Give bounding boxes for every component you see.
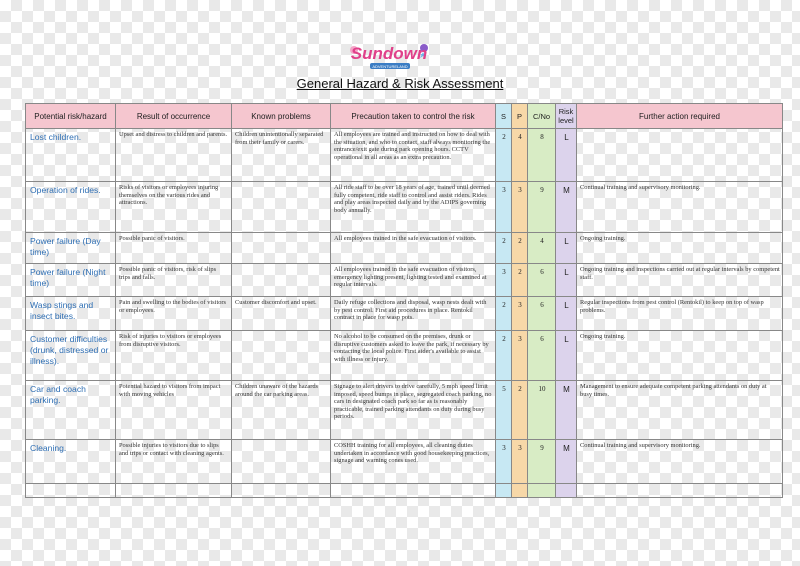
logo-subtitle: ADVENTURELAND [372, 64, 408, 69]
table-row [26, 297, 783, 331]
cell-hazard: Cleaning. [26, 440, 116, 484]
cell-empty [496, 484, 512, 498]
cell-risk: L [556, 264, 577, 297]
table-row [26, 381, 783, 440]
cell-hazard: Wasp stings and insect bites. [26, 297, 116, 331]
table-row [26, 233, 783, 264]
cell-risk: L [556, 331, 577, 381]
cell-known [232, 264, 331, 297]
header-known: Known problems [232, 104, 331, 129]
cell-known: Children unintentionally separated from their family or carers. [232, 129, 331, 182]
header-risk: Risk level [556, 104, 577, 129]
table-row [26, 331, 783, 381]
cell-result: Potential hazard to visitors from impact with moving vehicles [116, 381, 232, 440]
cell-further: Ongoing training. [577, 331, 783, 381]
header-hazard: Potential risk/hazard [26, 104, 116, 129]
risk-assessment-table [25, 103, 783, 498]
cell-further: Regular inspections from pest control (Rentokil) to keep on top of wasp problems. [577, 297, 783, 331]
cell-risk: M [556, 381, 577, 440]
cell-risk: L [556, 233, 577, 264]
cell-known: Children unaware of the hazards around the car parking areas. [232, 381, 331, 440]
cell-precaution: Signage to alert drivers to drive carefully, 5 mph speed limit imposed, speed bumps in place, segregated coach parking, no cars in designated coach park so far as is reasonably practicable, trained parking attendants on duty during busy periods. [331, 381, 496, 440]
cell-result: Possible injuries to visitors due to slips and trips or contact with cleaning agents. [116, 440, 232, 484]
cell-hazard: Power failure (Day time) [26, 233, 116, 264]
cell-precaution: All employees trained in the safe evacuation of visitors. [331, 233, 496, 264]
cell-result: Pain and swelling to the bodies of visitors or employees. [116, 297, 232, 331]
cell-empty [556, 484, 577, 498]
cell-empty [512, 484, 528, 498]
cell-empty [528, 484, 556, 498]
table-row [26, 440, 783, 484]
cell-p: 3 [512, 331, 528, 381]
header-further: Further action required [577, 104, 783, 129]
cell-p: 2 [512, 264, 528, 297]
cell-empty [26, 484, 116, 498]
header-row [26, 104, 783, 129]
cell-cno: 6 [528, 264, 556, 297]
cell-p: 3 [512, 297, 528, 331]
cell-s: 2 [496, 297, 512, 331]
cell-s: 5 [496, 381, 512, 440]
cell-cno: 8 [528, 129, 556, 182]
cell-empty [331, 484, 496, 498]
cell-known [232, 182, 331, 233]
cell-s: 2 [496, 233, 512, 264]
table-row-empty [26, 484, 783, 498]
cell-known [232, 331, 331, 381]
cell-risk: M [556, 182, 577, 233]
cell-empty [232, 484, 331, 498]
cell-p: 3 [512, 182, 528, 233]
cell-p: 2 [512, 381, 528, 440]
cell-hazard: Car and coach parking. [26, 381, 116, 440]
cell-s: 2 [496, 129, 512, 182]
table-row [26, 182, 783, 233]
cell-cno: 9 [528, 440, 556, 484]
cell-risk: M [556, 440, 577, 484]
cell-result: Upset and distress to children and parents. [116, 129, 232, 182]
cell-cno: 9 [528, 182, 556, 233]
cell-precaution: Daily refuge collections and disposal, wasp nests dealt with by pest control. First aid procedures in place. Rentokil contract in place for wasp pots. [331, 297, 496, 331]
cell-s: 3 [496, 182, 512, 233]
cell-result: Possible panic of visitors, risk of slips trips and falls. [116, 264, 232, 297]
cell-precaution: No alcohol to be consumed on the premises, drunk or disruptive customers asked to leave the park, if necessary by contacting the local police. First aider's available to assist with illness or injury. [331, 331, 496, 381]
cell-cno: 6 [528, 331, 556, 381]
table-row [26, 129, 783, 182]
cell-cno: 6 [528, 297, 556, 331]
cell-further: Continual training and supervisory monitoring. [577, 182, 783, 233]
cell-precaution: All employees trained in the safe evacuation of visitors, emergency lighting present, lighting tested and examined at regular intervals. [331, 264, 496, 297]
document-title: General Hazard & Risk Assessment [296, 76, 504, 91]
cell-result: Risks of visitors or employees injuring themselves on the various rides and attractions. [116, 182, 232, 233]
cell-empty [116, 484, 232, 498]
cell-hazard: Power failure (Night time) [26, 264, 116, 297]
header-p: P [512, 104, 528, 129]
cell-hazard: Customer difficulties (drunk, distressed or illness). [26, 331, 116, 381]
cell-p: 4 [512, 129, 528, 182]
cell-result: Possible panic of visitors. [116, 233, 232, 264]
header-precaution: Precaution taken to control the risk [331, 104, 496, 129]
cell-result: Risk of injuries to visitors or employees from disruptive visitors. [116, 331, 232, 381]
cell-further: Continual training and supervisory monitoring. [577, 440, 783, 484]
cell-precaution: All employees are trained and instructed on how to deal with the situation, and who to contact, staff always monitoring the entrance/exit gate during park opening hours. CCTV operational in all areas as an extra precaution. [331, 129, 496, 182]
cell-risk: L [556, 129, 577, 182]
cell-precaution: COSHH training for all employees, all cleaning duties undertaken in accordance with good housekeeping practices, signage and warning cones used. [331, 440, 496, 484]
table-row [26, 264, 783, 297]
sundown-logo [344, 38, 434, 72]
cell-cno: 10 [528, 381, 556, 440]
header-cno: C/No [528, 104, 556, 129]
header-result: Result of occurrence [116, 104, 232, 129]
cell-known: Customer discomfort and upset. [232, 297, 331, 331]
cell-s: 3 [496, 264, 512, 297]
cell-further: Management to ensure adequate competent parking attendants on duty at busy times. [577, 381, 783, 440]
cell-further: Ongoing training and inspections carried out at regular intervals by competent staff. [577, 264, 783, 297]
header-s: S [496, 104, 512, 129]
cell-further: Ongoing training. [577, 233, 783, 264]
cell-further [577, 129, 783, 182]
cell-hazard: Lost children. [26, 129, 116, 182]
logo-name: Sundown [350, 44, 428, 63]
cell-cno: 4 [528, 233, 556, 264]
cell-s: 2 [496, 331, 512, 381]
cell-known [232, 233, 331, 264]
cell-precaution: All ride staff to be over 18 years of age, trained until deemed fully competent, ride staff to control and assist riders. Rides and play areas inspected daily and by the ADIPS governing body annually. [331, 182, 496, 233]
cell-p: 3 [512, 440, 528, 484]
cell-risk: L [556, 297, 577, 331]
cell-known [232, 440, 331, 484]
cell-hazard: Operation of rides. [26, 182, 116, 233]
cell-empty [577, 484, 783, 498]
cell-s: 3 [496, 440, 512, 484]
cell-p: 2 [512, 233, 528, 264]
logo-graphic [344, 38, 434, 72]
